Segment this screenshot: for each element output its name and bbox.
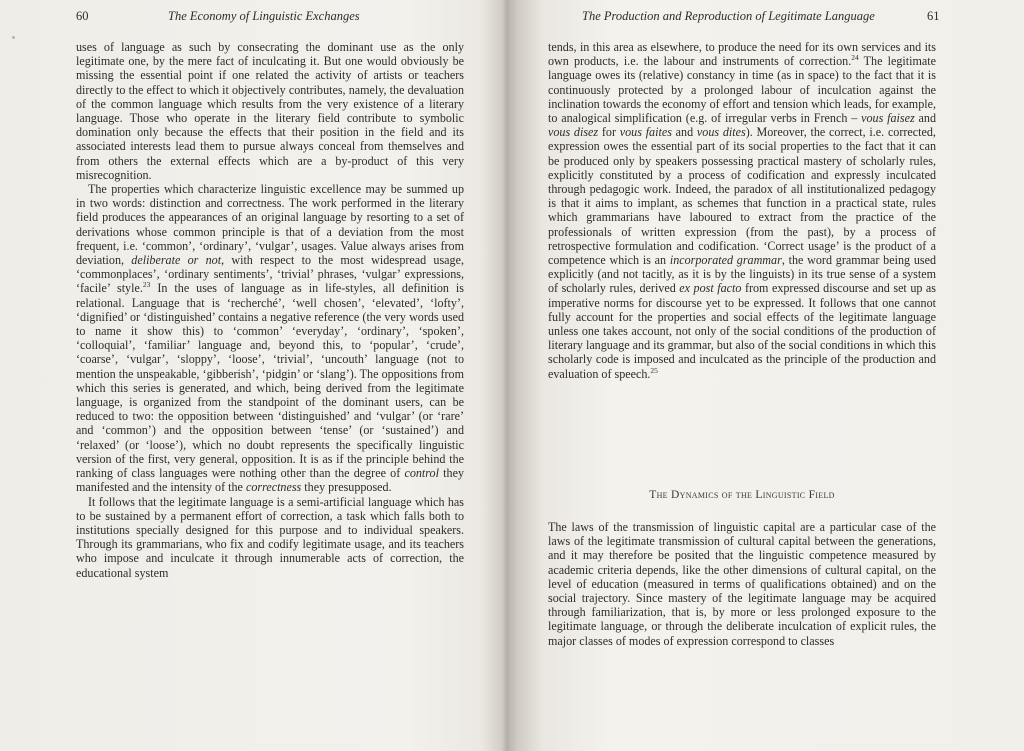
text-run: uses of language as such by consecrating the dominant use as the only legitimate one, by the mere fact of inculcating it. But one would obviously be missing the essential point if one related the activity of artists or teachers directly to the effect to which it objectively contributes, namely, the devaluation of the common language which results from the very existence of a literary language. Those who operate in the literary field contribute to symbolic domination only because the effects that their position in the field and its associated interests lead them to pursue always conceal from themselves and from others the external effects which are a by-product of this very misrecognition. [76,40,464,182]
right-page [500,0,1024,751]
text-run: The laws of the transmission of linguistic capital are a particular case of the laws of the legitimate transmission of cultural capital between the generations, and it may therefore be posited that the linguistic competence measured by academic criteria depends, like the other dimensions of cultural capital, on the level of education (measured in terms of qualifications obtained) and on the social trajectory. Since mastery of the legitimate language may be acquired through familiarization, that is, by more or less prolonged exposure to the legitimate language, or through the deliberate inculcation of explicit rules, the major classes of modes of expression correspond to classes [548,520,936,648]
italic-run: vous disez [548,125,599,140]
right-page-body-bottom [548,520,936,648]
paragraph [76,40,464,182]
text-run: ). Moreover, the correct, i.e. corrected, expression owes the essential part of its social properties to the fact that it can be produced only by speakers possessing practical mastery of scholarly rules, explicitly constituted by a process of codification and expressly inculcated through pedagogic work. Indeed, the paradox of all institutionalized pedagogy is that it aims to implant, as schemes that function in a practical state, rules which grammarians have laboured to extract from the practice of the professionals of written expression (from the past), by a process of retrospective formulation and codification. ‘Correct usage’ is the product of a competence which is an [548,125,936,268]
right-page-body-top [548,40,936,381]
paragraph [548,520,936,648]
text-run: , with respect to the most widespread usage, ‘commonplaces’, ‘ordinary sentiments’, ‘trivial’ phrases, ‘vulgar’ expressions, ‘facile’ style. [76,253,464,296]
italic-run: vous faisez [861,111,915,126]
paragraph [548,40,936,381]
text-run: they manifested and the intensity of the [76,466,464,495]
section-heading: The Dynamics of the Linguistic Field [649,489,835,501]
text-run: The legitimate language owes its (relative) constancy in time (as in space) to the fact that it is continuously protected by a prolonged labour of inculcation against the inclination towards the economy of effort and tension which leads, for example, to analogical simplification (e.g. of irregular verbs in French – [548,54,936,126]
text-run: and [914,111,936,126]
footnote-ref: 25 [650,365,658,375]
text-run: , the word grammar being used explicitly (and not tacitly, as it is by the linguists) in its true sense of a system of scholarly rules, derived [548,253,936,296]
italic-run: ex post facto [679,281,742,296]
text-run: they presupposed. [301,480,392,495]
left-page-body [76,40,464,580]
page-number-right: 61 [927,9,940,23]
italic-run: deliberate or not [131,253,222,268]
footnote-ref: 23 [142,280,151,290]
italic-run: control [404,466,439,481]
paragraph [76,495,464,580]
left-page [0,0,500,751]
paragraph [76,182,464,494]
page-number-left: 60 [76,9,89,23]
italic-run: vous faites [619,125,672,140]
text-run: and [671,125,697,140]
text-run: tends, in this area as elsewhere, to produce the need for its own services and its own products, i.e. the labour and instruments of correction. [548,40,936,69]
footnote-ref: 24 [851,53,859,63]
running-title-right: The Production and Reproduction of Legitimate Language [582,9,875,23]
running-title-left: The Economy of Linguistic Exchanges [168,9,360,23]
text-run: for [598,125,620,140]
text-run: from expressed discourse and set up as imperative norms for discourse yet to be expressed. It follows that one cannot fully account for the properties and social effects of the legitimate language unless one takes account, not only of the social conditions of the production of literary language and its grammar, but also of the social conditions in which this scholarly code is imposed and inculcated as the principle of the production and evaluation of speech. [548,281,937,381]
text-run: In the uses of language as in life-styles, all definition is relational. Language that is ‘recherché’, ‘well chosen’, ‘elevated’, ‘lofty’, ‘dignified’ or ‘distinguished’ contains a negative reference (the very words used to name it show this) to ‘common’ ‘everyday’, ‘ordinary’, ‘spoken’, ‘colloquial’, ‘familiar’ language and, beyond this, to ‘popular’, ‘crude’, ‘coarse’, ‘vulgar’, ‘sloppy’, ‘loose’, ‘trivial’, ‘uncouth’ language (not to mention the unspeakable, ‘gibberish’, ‘pidgin’ or ‘slang’). The oppositions from which this series is generated, and which, being derived from the legitimate language, is organized from the standpoint of the dominant users, can be reduced to two: the opposition between ‘distinguished’ and ‘vulgar’ (or ‘rare’ and ‘common’) and the opposition between ‘tense’ (or ‘sustained’) and ‘relaxed’ (or ‘loose’), which no doubt represents the specifically linguistic version of the first, very general, opposition. It is as if the principle behind the ranking of class languages were nothing other than the degree of [76,281,464,481]
italic-run: incorporated grammar [669,253,782,268]
italic-run: vous dites [696,125,746,140]
text-run: The properties which characterize linguistic excellence may be summed up in two words: distinction and correctness. The work performed in the literary field produces the appearances of an original language by resorting to a set of derivations whose common principle is that of a deviation from the most frequent, i.e. ‘common’, ‘ordinary’, ‘vulgar’, usages. Value always arises from deviation, [76,182,464,268]
text-run: It follows that the legitimate language is a semi-artificial language which has to be sustained by a permanent effort of correction, a task which falls both to institutions specially designed for this purpose and to individual speakers. Through its grammarians, who fix and codify legitimate usage, and its teachers who impose and inculcate it through innumerable acts of correction, the educational system [76,494,464,580]
italic-run: correctness [245,480,302,495]
